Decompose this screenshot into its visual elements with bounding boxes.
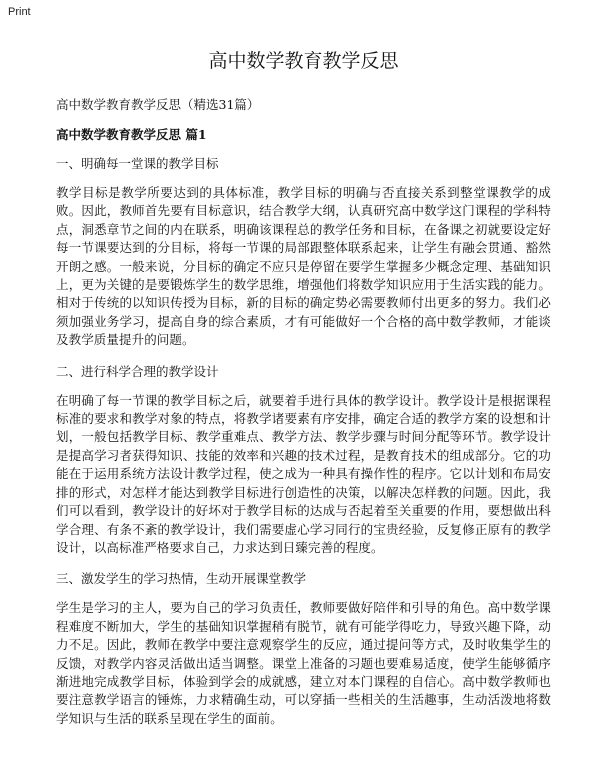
- section-heading-2: 二、进行科学合理的教学设计: [56, 363, 219, 379]
- article-heading: 高中数学教育教学反思 篇1: [56, 127, 207, 142]
- section-paragraph-2: 在明确了每一节课的教学目标之后，就要着手进行具体的教学设计。教学设计是根据课程标准的要求和教学对象的特点，将教学诸要素有序安排，确定合适的教学方案的设想和计划，一般包括教学目标、教学重难点、教学方法、教学步骤与时间分配等环节。教学设计是提高学习者获得知识、技能的效率和兴趣的技术过程，是教育技术的组成部分。它的功能在于运用系统方法设计教学过程，使之成为一种具有操作性的程序。它以计划和布局安排的形式，对怎样才能达到教学目标进行创造性的决策，以解决怎样教的问题。因此，我们可以看到，教学设计的好坏对于教学目标的达成与否起着至关重要的作用，要想做出科学合理、有条不紊的教学设计，我们需要虚心学习同行的宝贵经验，反复修正原有的教学设计，以高标准严格要求自己，力求达到日臻完善的程度。: [56, 392, 551, 555]
- print-link[interactable]: Print: [8, 6, 31, 18]
- section-paragraph-1: 教学目标是教学所要达到的具体标准，教学目标的明确与否直接关系到整堂课教学的成败。因此，教师首先要有目标意识，结合教学大纲，认真研究高中数学这门课程的学科特点，洞悉章节之间的内在联系，明确该课程总的教学任务和目标，在备课之初就要设定好每一节课要达到的分目标，将每一节课的局部跟整体联系起来，让学生有融会贯通、豁然开朗之感。一般来说，分目标的确定不应只是停留在要学生掌握多少概念定理、基础知识上，更为关键的是要锻炼学生的数学思维，增强他们将数学知识应用于生活实践的能力。相对于传统的以知识传授为目标，新的目标的确定势必需要教师付出更多的努力。我们必须加强业务学习，提高自身的综合素质，才有可能做好一个合格的高中数学教师，才能谈及教学质量提升的问题。: [56, 185, 551, 348]
- subtitle: 高中数学教育教学反思（精选31篇）: [56, 97, 260, 112]
- section-paragraph-3: 学生是学习的主人，要为自己的学习负责任，教师要做好陪伴和引导的角色。高中数学课程难度不断加大，学生的基础知识掌握稍有脱节，就有可能学得吃力，导致兴趣下降，动力不足。因此，教师在教学中要注意观察学生的反应，通过提问等方式，及时收集学生的反馈，对教学内容灵活做出适当调整。课堂上准备的习题也要难易适度，使学生能够循序渐进地完成教学目标，体验到学会的成就感，建立对本门课程的自信心。高中数学教师也要注意教学语言的锤炼，力求精确生动，可以穿插一些相关的生活趣事，生动活泼地将数学知识与生活的联系呈现在学生的面前。: [56, 600, 551, 726]
- article-content: [56, 46, 551, 740]
- section-heading-3: 三、激发学生的学习热情，生动开展课堂教学: [56, 571, 307, 587]
- page-title: 高中数学教育教学反思: [208, 50, 399, 72]
- section-heading-1: 一、明确每一堂课的教学目标: [56, 156, 219, 171]
